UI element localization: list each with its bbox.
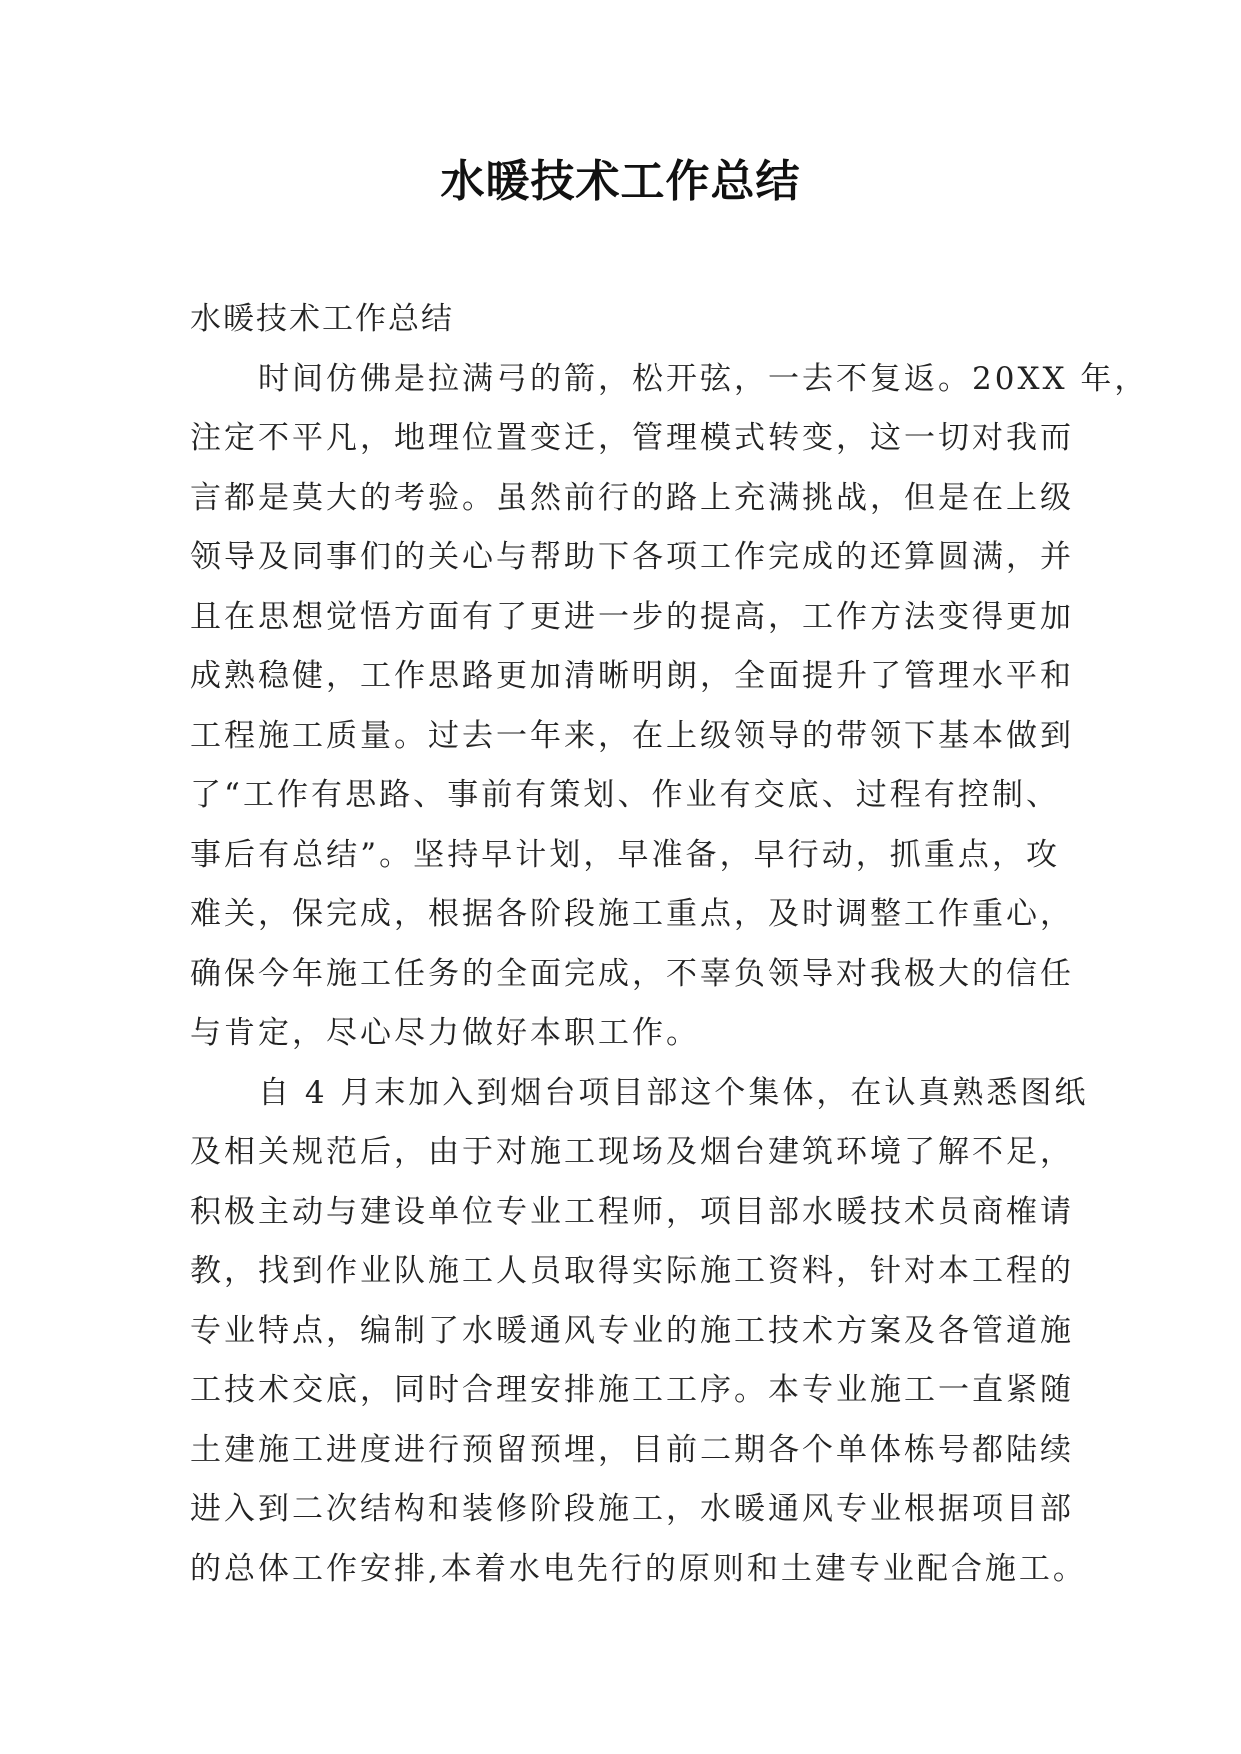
paragraph-line: 进入到二次结构和装修阶段施工，水暖通风专业根据项目部 (190, 1491, 1074, 1527)
paragraph-2 (190, 1064, 1089, 1600)
paragraph-line: 了“工作有思路、事前有策划、作业有交底、过程有控制、 (190, 777, 1060, 813)
paragraph-line: 与肯定，尽心尽力做好本职工作。 (190, 1015, 700, 1051)
paragraph-1 (190, 350, 1149, 1064)
document-title: 水暖技术工作总结 (440, 156, 801, 207)
paragraph-line: 领导及同事们的关心与帮助下各项工作完成的还算圆满，并 (190, 539, 1074, 575)
paragraph-line: 工技术交底，同时合理安排施工工序。本专业施工一直紧随 (190, 1372, 1074, 1408)
paragraph-line: 难关，保完成，根据各阶段施工重点，及时调整工作重心， (190, 896, 1074, 932)
paragraph-line: 言都是莫大的考验。虽然前行的路上充满挑战，但是在上级 (190, 479, 1074, 516)
paragraph-line: 及相关规范后，由于对施工现场及烟台建筑环境了解不足， (190, 1134, 1074, 1170)
paragraph-line: 注定不平凡，地理位置变迁，管理模式转变，这一切对我而 (190, 420, 1074, 456)
paragraph-line: 且在思想觉悟方面有了更进一步的提高，工作方法变得更加 (190, 598, 1074, 635)
paragraph-line: 自 4 月末加入到烟台项目部这个集体，在认真熟悉图纸 (258, 1074, 1089, 1111)
paragraph-line: 事后有总结”。坚持早计划，早准备，早行动，抓重点，攻 (190, 836, 1060, 873)
paragraph-line: 专业特点，编制了水暖通风专业的施工技术方案及各管道施 (190, 1312, 1074, 1349)
paragraph-line: 土建施工进度进行预留预埋，目前二期各个单体栋号都陆续 (190, 1431, 1074, 1468)
paragraph-line: 的总体工作安排,本着水电先行的原则和土建专业配合施工。 (190, 1550, 1087, 1587)
document-subtitle: 水暖技术工作总结 (190, 301, 454, 337)
paragraph-line: 成熟稳健，工作思路更加清晰明朗，全面提升了管理水平和 (190, 658, 1074, 694)
paragraph-line: 时间仿佛是拉满弓的箭，松开弦，一去不复返。20XX 年， (258, 360, 1149, 397)
paragraph-line: 工程施工质量。过去一年来，在上级领导的带领下基本做到 (190, 717, 1074, 754)
paragraph-line: 确保今年施工任务的全面完成，不辜负领导对我极大的信任 (190, 955, 1074, 992)
paragraph-line: 教，找到作业队施工人员取得实际施工资料，针对本工程的 (190, 1253, 1074, 1289)
document-body (190, 290, 1149, 1599)
paragraph-line: 积极主动与建设单位专业工程师，项目部水暖技术员商榷请 (190, 1193, 1074, 1230)
